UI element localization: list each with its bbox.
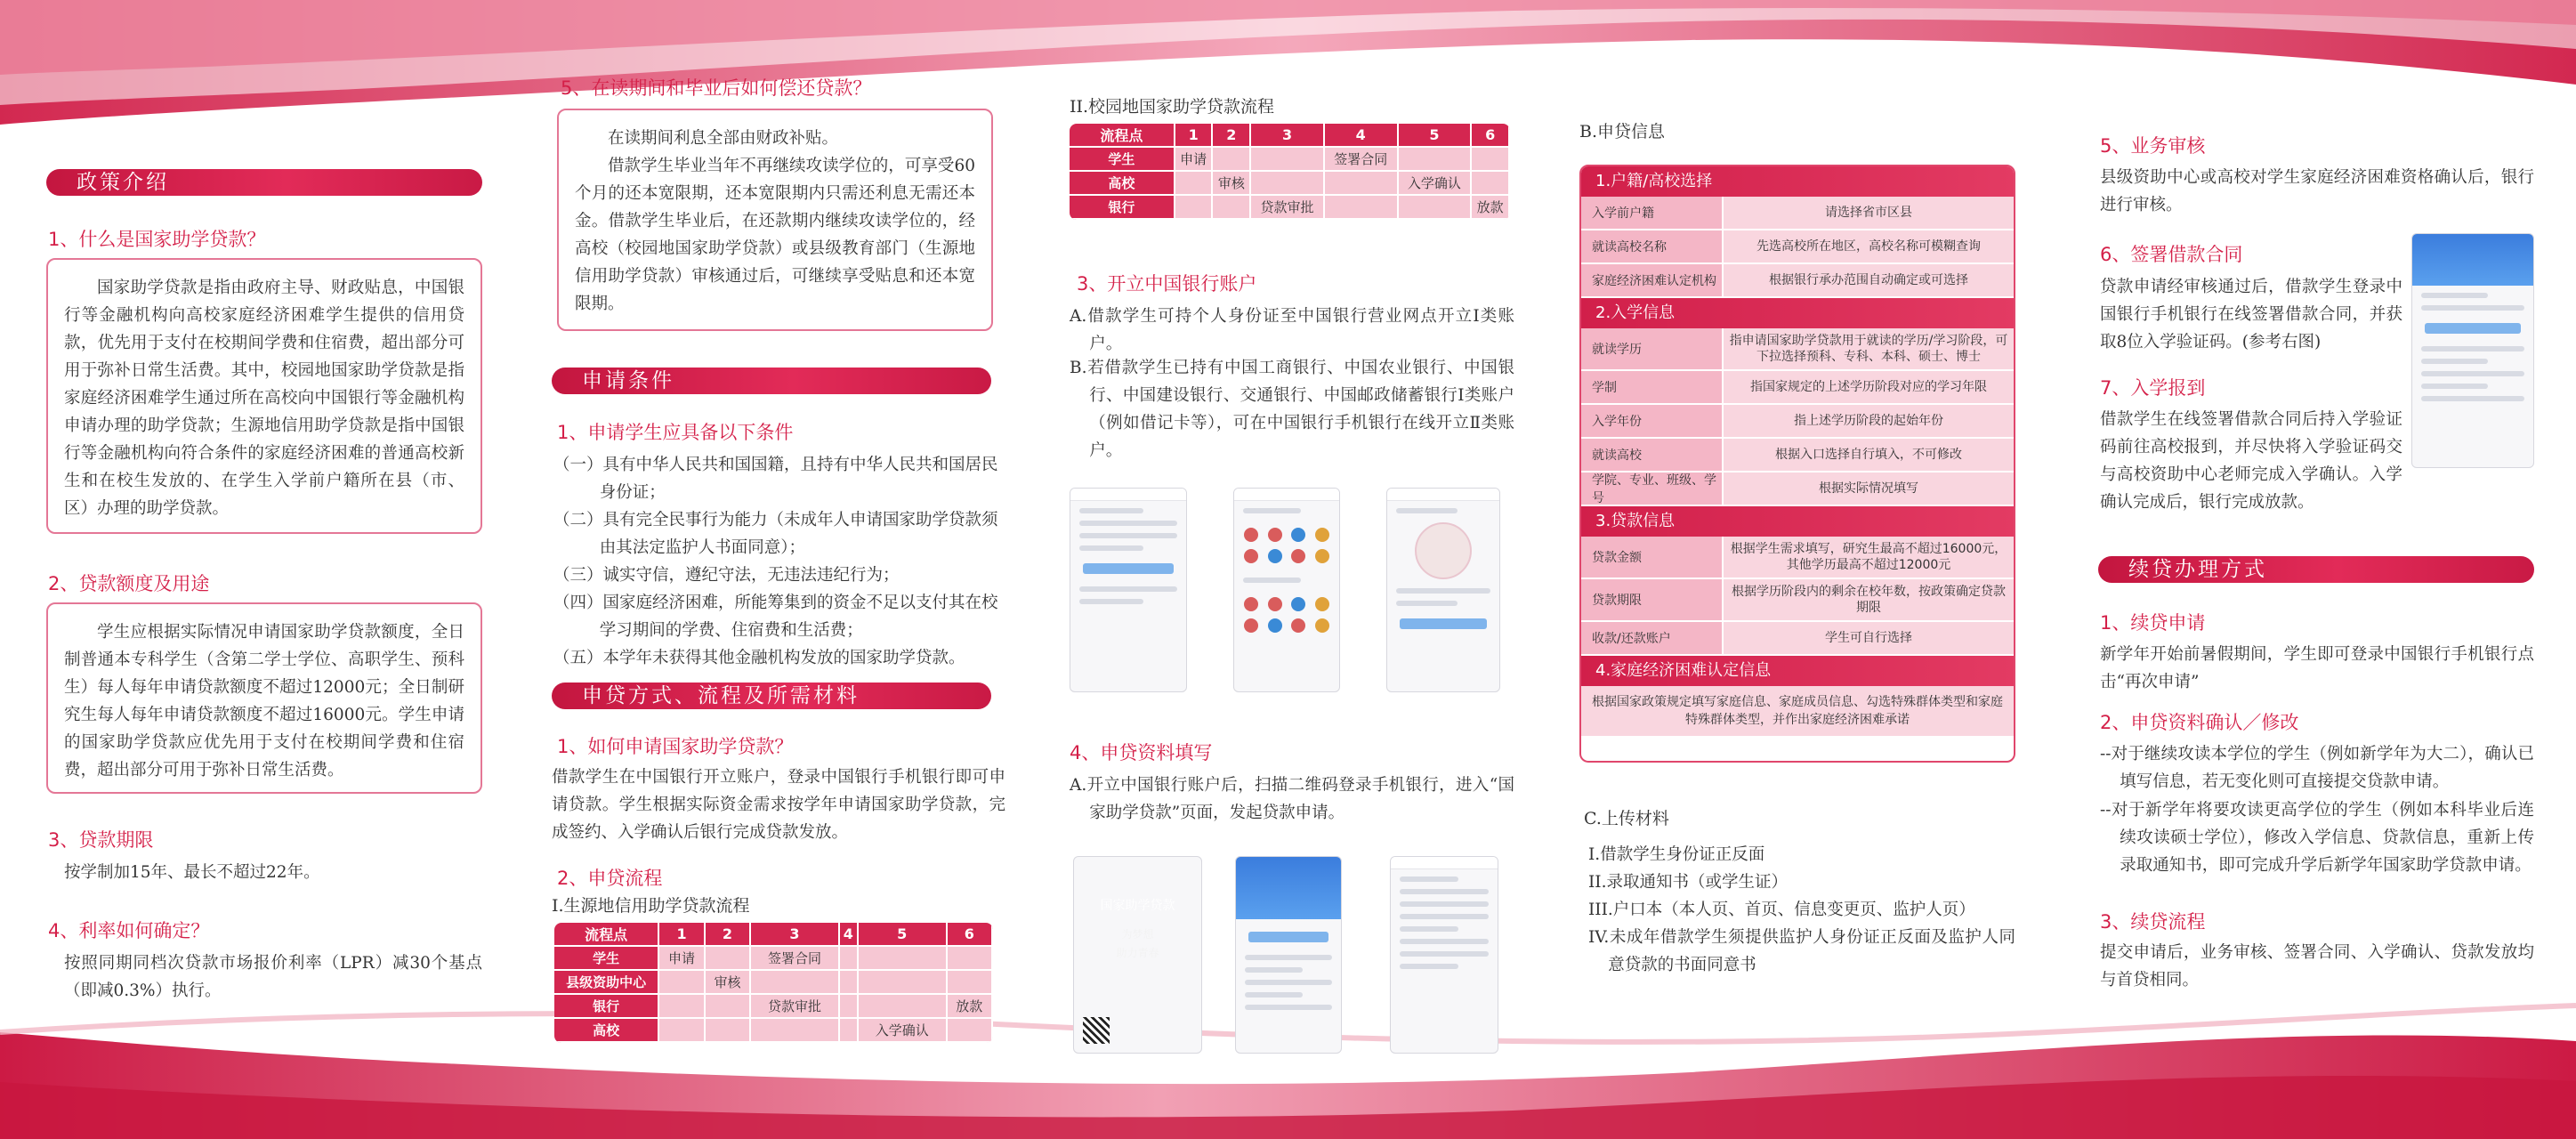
section-band-policy: 政策介绍 (46, 169, 482, 196)
flow-step-number: 3 (1251, 124, 1325, 148)
screenshot-account-type (1233, 488, 1340, 692)
flow-role: 银行 (1070, 196, 1175, 220)
list-conditions (553, 451, 998, 672)
upload-item: IV.未成年借款学生须提供监护人身份证正反面及监护人同意贷款的书面同意书 (1588, 928, 2015, 974)
upload-item: I.借款学生身份证正反面 (1588, 845, 1765, 864)
flow-cell (751, 971, 840, 995)
form-row: 入学年份 指上述学历阶段的起始年份 (1581, 405, 2014, 439)
flow-cell: 审核 (1213, 172, 1251, 196)
text-review: 县级资助中心或高校对学生家庭经济困难资格确认后，银行进行审核。 (2100, 168, 2534, 214)
text-renewal-confirm-b: --对于新学年将要攻读更高学位的学生（例如本科毕业后连续攻读硕士学位），修改入学信息、贷款信息，重新上传录取通知书，即可完成升学后新学年国家助学贷款申请。 (2100, 801, 2534, 875)
heading-fill-application: 4、申贷资料填写 (1070, 742, 1213, 763)
text-open-account-a: A.借款学生可持个人身份证至中国银行营业网点开立Ⅰ类账户。 (1070, 307, 1514, 353)
table-row (554, 1019, 993, 1043)
table-row (1070, 172, 1510, 196)
screenshot-verification-code (2411, 233, 2534, 468)
form-row: 贷款金额 根据学生需求填写，研究生最高不超过16000元，其他学历最高不超过12000元 (1581, 537, 2014, 579)
flow-header-label: 流程点 (1070, 124, 1175, 148)
flow-step-number: 4 (1325, 124, 1399, 148)
flow-cell: 放款 (948, 995, 993, 1019)
flow-cell (659, 995, 705, 1019)
subtitle-origin-flow: I.生源地信用助学贷款流程 (552, 896, 750, 916)
flow-cell (751, 1019, 840, 1043)
text-renewal-flow: 提交申请后，业务审核、签署合同、入学确认、贷款发放均与首贷相同。 (2100, 943, 2534, 990)
screenshot-loan-form (1390, 856, 1498, 1054)
flow-cell (1213, 196, 1251, 220)
flow-step-number: 3 (751, 923, 840, 947)
flow-step-number: 4 (840, 923, 859, 947)
flow-cell (948, 971, 993, 995)
form-row: 就读学历 指申请国家助学贷款用于就读的学历/学习阶段，可下拉选择预科、专科、本科、硕士、博士 (1581, 328, 2014, 371)
text-loan-amount: 学生应根据实际情况申请国家助学贷款额度，全日制普通本专科学生（含第二学士学位、高职学生、预科生）每人每年申请贷款额度不超过12000元；全日制研究生每人每年申请贷款额度不超过16000元。学生申请的国家助学贷款应优先用于支付在校期间学费和住宿费，超出部分可用于弥补日常生活费。 (64, 623, 464, 780)
screenshot-face-recognition (1386, 488, 1500, 692)
text-how-to-apply: 借款学生在中国银行开立账户，登录中国银行手机银行即可申请贷款。学生根据实际资金需求按学年申请国家助学贷款，完成签约、入学确认后银行完成贷款发放。 (552, 768, 1005, 842)
flow-cell (1399, 196, 1473, 220)
flow-cell: 放款 (1472, 196, 1510, 220)
flow-cell (1175, 196, 1214, 220)
flow-cell (1325, 196, 1399, 220)
flow-role: 银行 (554, 995, 659, 1019)
flow-step-number: 1 (659, 923, 705, 947)
heading-what-is-loan: 1、什么是国家助学贷款？ (48, 229, 266, 250)
heading-how-to-apply: 1、如何申请国家助学贷款？ (557, 736, 794, 757)
flow-cell (840, 971, 859, 995)
table-origin-loan-flow (554, 923, 993, 1043)
heading-loan-amount: 2、贷款额度及用途 (48, 573, 210, 594)
heading-renewal-confirm: 2、申贷资料确认／修改 (2100, 712, 2299, 733)
face-photo-icon (1415, 522, 1472, 579)
heading-interest-rate: 4、利率如何确定？ (48, 920, 210, 941)
flow-cell: 签署合同 (751, 947, 840, 971)
table-row (554, 995, 993, 1019)
form-row: 收款/还款账户 学生可自行选择 (1581, 622, 2014, 656)
section-household-school: 1.户籍/高校选择 (1581, 166, 2014, 197)
heading-sign-contract: 6、签署借款合同 (2100, 244, 2243, 265)
form-row: 学院、专业、班级、学号 根据实际情况填写 (1581, 473, 2014, 506)
flow-cell (706, 1019, 751, 1043)
flow-cell: 审核 (706, 971, 751, 995)
text-enroll-report: 借款学生在线签署借款合同后持入学验证码前往高校报到，并尽快将入学验证码交与高校资助中心老师完成入学确认。入学确认完成后，银行完成放款。 (2100, 410, 2402, 512)
flow-cell (1251, 172, 1325, 196)
table-campus-loan-flow (1070, 124, 1510, 220)
flow-cell (840, 947, 859, 971)
section-enrollment: 2.入学信息 (1581, 298, 2014, 328)
heading-repayment: 5、在读期间和毕业后如何偿还贷款？ (561, 77, 872, 99)
flow-cell: 签署合同 (1325, 148, 1399, 172)
section-loan-details: 3.贷款信息 (1581, 506, 2014, 537)
screenshot-loan-poster (1073, 856, 1202, 1054)
section-band-process: 申贷方式、流程及所需材料 (552, 683, 991, 709)
flow-cell (659, 1019, 705, 1043)
flow-cell (948, 1019, 993, 1043)
flow-cell (840, 995, 859, 1019)
section-band-conditions: 申请条件 (552, 368, 991, 394)
text-sign-contract: 贷款申请经审核通过后，借款学生登录中国银行手机银行在线签署借款合同，并获取8位入学验证码。(参考右图) (2100, 278, 2402, 351)
table-row (554, 971, 993, 995)
flow-cell (1472, 172, 1510, 196)
flow-step-number: 6 (1472, 124, 1510, 148)
list-upload-materials (1588, 841, 2015, 979)
box-repayment (557, 109, 993, 331)
flow-role: 学生 (554, 947, 659, 971)
form-row: 就读高校 根据入口选择自行填入，不可修改 (1581, 439, 2014, 473)
flow-cell (840, 1019, 859, 1043)
subtitle-campus-flow: II.校园地国家助学贷款流程 (1070, 97, 1275, 117)
poster-line2: 助力青春 (1116, 947, 1159, 959)
flow-role: 高校 (554, 1019, 659, 1043)
text-interest-rate: 按照同期同档次贷款市场报价利率（LPR）减30个基点（即减0.3%）执行。 (64, 954, 482, 1000)
table-row (1070, 148, 1510, 172)
flow-cell: 申请 (659, 947, 705, 971)
heading-flow: 2、申贷流程 (557, 868, 663, 889)
heading-renewal-flow: 3、续贷流程 (2100, 911, 2206, 933)
flow-cell (948, 947, 993, 971)
form-row: 贷款期限 根据学历阶段内的剩余在校年数，按政策确定贷款期限 (1581, 579, 2014, 622)
flow-cell (1213, 148, 1251, 172)
flow-cell (706, 947, 751, 971)
text-renewal-apply: 新学年开始前暑假期间，学生即可登录中国银行手机银行点击“再次申请” (2100, 645, 2534, 691)
flow-cell: 贷款审批 (1251, 196, 1325, 220)
flow-cell (1325, 172, 1399, 196)
condition-item: （三）诚实守信，遵纪守法，无违法违纪行为； (553, 566, 900, 585)
text-renewal-confirm-a: --对于继续攻读本学位的学生（例如新学年为大二），确认已填写信息，若无变化则可直接提交贷款申请。 (2100, 745, 2534, 791)
condition-item: （一）具有中华人民共和国国籍，且持有中华人民共和国居民身份证； (553, 456, 998, 502)
flow-cell (1399, 148, 1473, 172)
upload-item: II.录取通知书（或学生证） (1588, 873, 1788, 892)
condition-item: （五）本学年未获得其他金融机构发放的国家助学贷款。 (553, 649, 965, 667)
text-repay-p1: 在读期间利息全部由财政补贴。 (608, 129, 839, 148)
flow-role: 高校 (1070, 172, 1175, 196)
loan-info-form (1579, 165, 2015, 763)
flow-role: 学生 (1070, 148, 1175, 172)
flow-cell (706, 995, 751, 1019)
flow-cell: 申请 (1175, 148, 1214, 172)
flow-cell (1251, 148, 1325, 172)
text-what-is-loan: 国家助学贷款是指由政府主导、财政贴息，中国银行等金融机构向高校家庭经济困难学生提供的信用贷款，优先用于支付在校期间学费和住宿费，超出部分可用于弥补日常生活费。其中，校园地国家助学贷款是指家庭经济困难学生通过所在高校向中国银行等金融机构申请办理的助学贷款；生源地信用助学贷款是指中国银行等金融机构向符合条件的家庭经济困难的普通高校新生和在校生发放的、在学生入学前户籍所在县（市、区）办理的助学贷款。 (64, 279, 464, 518)
text-open-account-b: B.若借款学生已持有中国工商银行、中国农业银行、中国银行、中国建设银行、交通银行、中国邮政储蓄银行Ⅰ类账户（例如借记卡等），可在中国银行手机银行在线开立Ⅱ类账户。 (1070, 359, 1514, 460)
flow-cell: 入学确认 (859, 1019, 948, 1043)
box-what-is-loan (46, 258, 482, 534)
flow-role: 县级资助中心 (554, 971, 659, 995)
screenshot-open-account (1070, 488, 1187, 692)
flow-cell: 入学确认 (1399, 172, 1473, 196)
table-row (554, 947, 993, 971)
flow-step-number: 5 (1399, 124, 1473, 148)
flow-step-number: 2 (706, 923, 751, 947)
form-row: 入学前户籍 请选择省市区县 (1581, 197, 2014, 230)
qr-code-icon (1083, 1017, 1110, 1044)
heading-enroll-report: 7、入学报到 (2100, 377, 2206, 399)
flow-cell (1175, 172, 1214, 196)
flow-step-number: 6 (948, 923, 993, 947)
text-fill-application-a: A.开立中国银行账户后，扫描二维码登录手机银行，进入“国家助学贷款”页面，发起贷款申请。 (1070, 776, 1514, 822)
box-loan-amount (46, 602, 482, 794)
table-row (1070, 196, 1510, 220)
section-family-hardship: 4.家庭经济困难认定信息 (1581, 656, 2014, 686)
flow-cell (859, 971, 948, 995)
form-row: 学制 指国家规定的上述学历阶段对应的学习年限 (1581, 371, 2014, 405)
heading-loan-term: 3、贷款期限 (48, 829, 154, 851)
text-loan-term: 按学制加15年、最长不超过22年。 (64, 863, 320, 882)
text-repay-p2: 借款学生毕业当年不再继续攻读学位的，可享受60个月的还本宽限期，还本宽限期内只需还利息无需还本金。借款学生毕业后，在还款期内继续攻读学位的，经高校（校园地国家助学贷款）或县级教育部门（生源地信用助学贷款）审核通过后，可继续享受贴息和还本宽限期。 (575, 157, 975, 313)
condition-item: （二）具有完全民事行为能力（未成年人申请国家助学贷款须由其法定监护人书面同意）； (553, 511, 998, 557)
condition-item: （四）国家庭经济困难，所能筹集到的资金不足以支付其在校学习期间的学费、住宿费和生活费； (553, 594, 998, 640)
title-loan-info: B.申贷信息 (1579, 122, 1666, 141)
title-upload-materials: C.上传材料 (1584, 809, 1669, 828)
flow-step-number: 2 (1213, 124, 1251, 148)
flow-header-label: 流程点 (554, 923, 659, 947)
screenshot-loan-home (1235, 856, 1342, 1054)
flow-step-number: 1 (1175, 124, 1214, 148)
form-row: 就读高校名称 先选高校所在地区，高校名称可模糊查询 (1581, 230, 2014, 264)
form-row: 家庭经济困难认定机构 根据银行承办范围自动确定或可选择 (1581, 264, 2014, 298)
flow-cell (859, 947, 948, 971)
family-hardship-note: 根据国家政策规定填写家庭信息、家庭成员信息、勾选特殊群体类型和家庭特殊群体类型，并作出家庭经济困难承诺 (1581, 686, 2014, 736)
flow-cell: 贷款审批 (751, 995, 840, 1019)
heading-conditions: 1、申请学生应具备以下条件 (557, 422, 794, 443)
poster-line1: 为梦想 (1121, 928, 1154, 941)
flow-cell (659, 971, 705, 995)
upload-item: III.户口本（本人页、首页、信息变更页、监护人页） (1588, 901, 1975, 919)
flow-cell (859, 995, 948, 1019)
flow-cell (1472, 148, 1510, 172)
heading-review: 5、业务审核 (2100, 135, 2206, 157)
flow-step-number: 5 (859, 923, 948, 947)
section-band-renewal: 续贷办理方式 (2098, 556, 2534, 583)
poster-title: 国家助学贷款 (1100, 899, 1175, 913)
heading-open-account: 3、开立中国银行账户 (1077, 273, 1257, 295)
heading-renewal-apply: 1、续贷申请 (2100, 612, 2206, 634)
